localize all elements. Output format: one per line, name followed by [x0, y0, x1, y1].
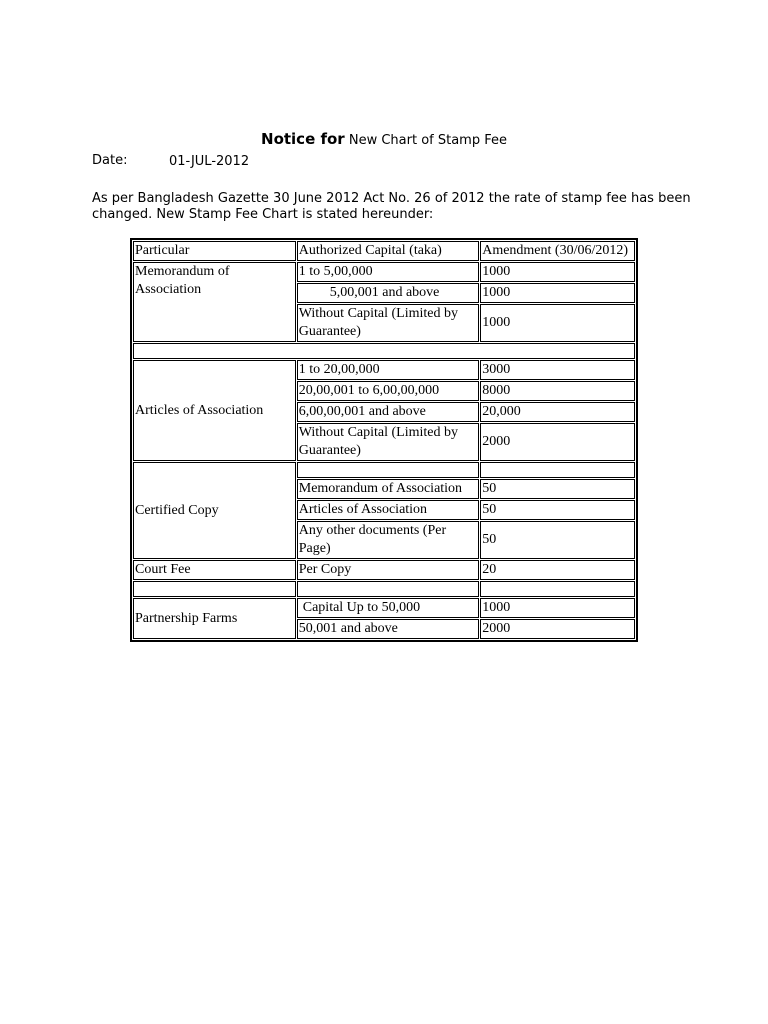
date-label: Date:	[92, 153, 128, 168]
capital-cell: Any other documents (Per Page)	[297, 521, 479, 559]
amount-cell: 1000	[480, 598, 635, 618]
amount-cell: 8000	[480, 381, 635, 401]
amount-cell: 1000	[480, 304, 635, 342]
notice-title	[0, 130, 768, 148]
capital-cell: 1 to 5,00,000	[297, 262, 479, 282]
table-row	[133, 560, 635, 580]
amount-cell: 1000	[480, 283, 635, 303]
date-value: 01-JUL-2012	[169, 154, 250, 169]
particular-partnership: Partnership Farms	[133, 598, 296, 639]
amount-cell: 2000	[480, 619, 635, 639]
particular-certified-copy: Certified Copy	[133, 462, 296, 559]
table-row	[133, 360, 635, 380]
capital-cell: 5,00,001 and above	[297, 283, 479, 303]
capital-cell: Without Capital (Limited by Guarantee)	[297, 423, 479, 461]
capital-cell: Articles of Association	[297, 500, 479, 520]
amount-cell: 50	[480, 500, 635, 520]
stamp-fee-table	[130, 238, 638, 642]
amount-cell: 2000	[480, 423, 635, 461]
spacer-row	[133, 581, 635, 597]
amount-cell: 3000	[480, 360, 635, 380]
table-row	[133, 598, 635, 618]
capital-cell: Without Capital (Limited by Guarantee)	[297, 304, 479, 342]
amount-cell: 1000	[480, 262, 635, 282]
table-row	[133, 262, 635, 282]
header-authorized-capital: Authorized Capital (taka)	[297, 241, 479, 261]
header-amendment: Amendment (30/06/2012)	[480, 241, 635, 261]
particular-court-fee: Court Fee	[133, 560, 296, 580]
notice-title-rest: New Chart of Stamp Fee	[348, 133, 507, 148]
capital-cell: Per Copy	[297, 560, 479, 580]
capital-cell: 6,00,00,001 and above	[297, 402, 479, 422]
header-particular: Particular	[133, 241, 296, 261]
amount-cell: 20	[480, 560, 635, 580]
spacer-row	[133, 462, 635, 478]
amount-cell: 50	[480, 479, 635, 499]
particular-articles: Articles of Association	[133, 360, 296, 461]
table-header-row	[133, 241, 635, 261]
amount-cell: 20,000	[480, 402, 635, 422]
particular-memorandum: Memorandum of Association	[133, 262, 296, 342]
capital-cell: Capital Up to 50,000	[297, 598, 479, 618]
spacer-row	[133, 343, 635, 359]
intro-paragraph: As per Bangladesh Gazette 30 June 2012 Act No. 26 of 2012 the rate of stamp fee has been changed. New Stamp Fee Chart is stated hereunder:	[92, 191, 691, 222]
capital-cell: 1 to 20,00,000	[297, 360, 479, 380]
notice-title-bold: Notice for	[261, 130, 345, 148]
capital-cell: Memorandum of Association	[297, 479, 479, 499]
amount-cell: 50	[480, 521, 635, 559]
capital-cell: 50,001 and above	[297, 619, 479, 639]
capital-cell: 20,00,001 to 6,00,00,000	[297, 381, 479, 401]
